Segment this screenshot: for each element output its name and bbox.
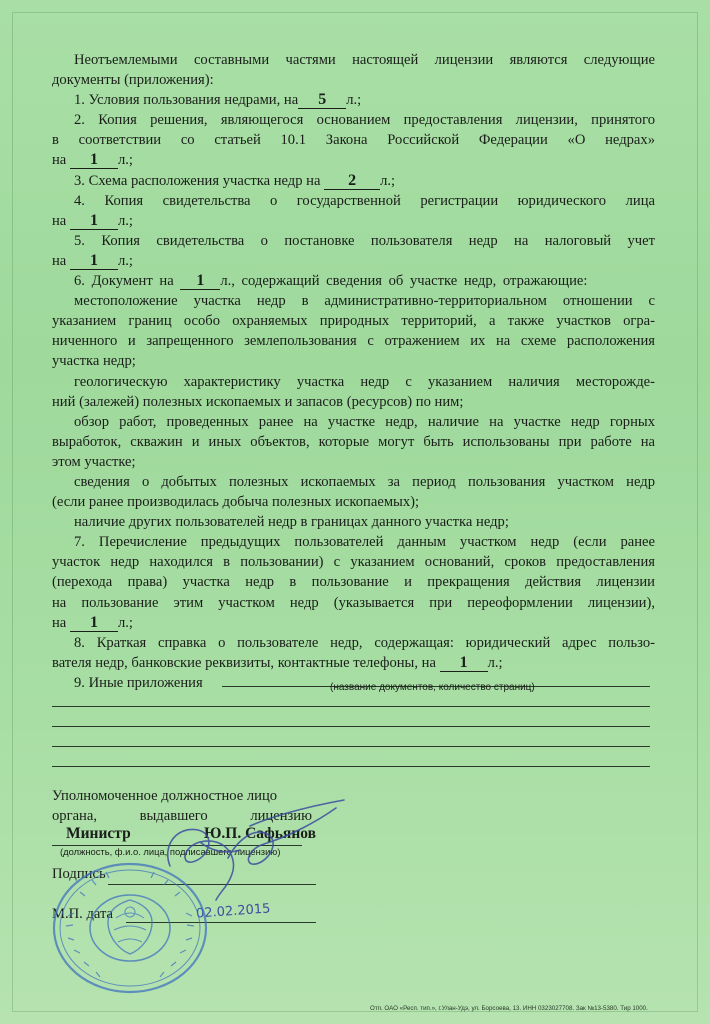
item-9: 9. Иные приложения	[74, 674, 203, 691]
item-6-line-8: выработок, скважин и иных объектов, которые могут быть использованы при работе на	[52, 433, 655, 450]
item-5-line-1: 5. Копия свидетельства о постановке пользователя недр на налоговый учет	[74, 232, 655, 249]
signatory-word-issued: выдавшего	[139, 808, 208, 824]
item-2-suffix: л.;	[117, 152, 133, 169]
item-4-prefix: на	[52, 212, 67, 229]
item-2-value: 1	[70, 152, 118, 169]
item-6-line-2: указанием границ особо охраняемых природных территорий, а также участков огра-	[52, 313, 655, 330]
item-2-line-3	[52, 150, 655, 170]
intro-line-2: документы (приложения):	[52, 72, 214, 89]
item-9-caption: (название документов, количество страниц)	[330, 682, 535, 693]
signatory-line-1: Уполномоченное должностное лицо	[52, 788, 278, 804]
item-7-line-4: на пользование этим участком недр (указывается при переоформлении лицензии),	[52, 594, 655, 611]
seal-date-label: М.П. дата	[52, 906, 114, 922]
item-2-line-2: в соответствии со статьей 10.1 Закона Российской Федерации «О недрах»	[52, 132, 655, 149]
item-7-prefix: на	[52, 614, 67, 631]
signature-label: Подпись	[52, 866, 106, 882]
item-7-suffix: л.;	[117, 614, 133, 631]
blank-rule-2	[52, 726, 650, 727]
item-6-line-11: (если ранее производилась добыча полезных ископаемых);	[52, 494, 420, 511]
document-body	[52, 50, 655, 693]
item-6-line-1: местоположение участка недр в административно-территориальном отношении с	[74, 293, 655, 310]
handwritten-date: 02.02.2015	[195, 901, 271, 922]
item-2-prefix: на	[52, 152, 67, 169]
item-4-suffix: л.;	[117, 212, 133, 229]
item-6-line-3: ниченного и запрещенного землепользования с отражением их на схеме расположения	[52, 333, 655, 350]
item-6-suffix: л., содержащий сведения об участке недр, отражающие:	[220, 273, 588, 290]
item-3-value: 2	[324, 173, 380, 190]
item-5-value: 1	[70, 253, 118, 270]
item-5-line-2	[52, 251, 655, 271]
blank-rule-4	[52, 766, 650, 767]
item-6-text: 6. Документ на	[74, 273, 174, 290]
item-7-line-2: участок недр находился в пользовании) с указанием оснований, сроков предоставления	[52, 554, 655, 571]
item-7-line-3: (перехода права) участка недр в пользование и прекращения действия лицензии	[52, 574, 655, 591]
item-6-line-9: этом участке;	[52, 453, 136, 470]
item-5-prefix: на	[52, 252, 67, 269]
item-3-suffix: л.;	[380, 172, 396, 189]
item-6-line-7: обзор работ, проведенных ранее на участке недр, наличие на участке недр горных	[74, 413, 655, 430]
item-6-line-6: ний (залежей) полезных ископаемых и запасов (ресурсов) по ним;	[52, 393, 464, 410]
item-8-value: 1	[440, 655, 488, 672]
blank-rule-3	[52, 746, 650, 747]
item-2-line-1: 2. Копия решения, являющегося основанием предоставления лицензии, принятого	[74, 112, 655, 129]
item-1-suffix: л.;	[346, 92, 362, 109]
signatory-word-license: лицензию	[250, 808, 312, 824]
item-6-line-5: геологическую характеристику участка недр с указанием наличия месторожде-	[74, 373, 655, 390]
printer-footer: Отп. ОАО «Респ. тип.», г.Улан-Удэ, ул. Борсоева, 13. ИНН 0323027708. Зак №13-5380. Тир 1000.	[370, 1005, 648, 1012]
item-6-value: 1	[180, 273, 220, 290]
signatory-name: Ю.П. Сафьянов	[203, 825, 316, 842]
signatory-position: Министр	[66, 825, 131, 842]
item-1-text: 1. Условия пользования недрами, на	[74, 92, 299, 109]
intro-line-1: Неотъемлемыми составными частями настоящей лицензии являются следующие	[74, 52, 655, 68]
item-7-line-5	[52, 613, 655, 633]
item-4-value: 1	[70, 213, 118, 230]
item-8-line-1: 8. Краткая справка о пользователе недр, содержащая: юридический адрес пользо-	[74, 634, 655, 651]
item-6-line-4: участка недр;	[52, 353, 136, 370]
item-8-suffix: л.;	[487, 654, 503, 671]
item-6-head	[52, 271, 655, 291]
item-5-suffix: л.;	[117, 252, 133, 269]
handwritten-signature-icon	[140, 796, 360, 906]
item-7-value: 1	[70, 615, 118, 632]
item-8-text: вателя недр, банковские реквизиты, контактные телефоны, на	[52, 654, 436, 671]
item-3	[52, 171, 655, 191]
blank-rule-1	[52, 706, 650, 707]
item-6-line-12: наличие других пользователей недр в границах данного участка недр;	[74, 514, 509, 531]
item-1-value: 5	[298, 92, 346, 109]
item-1	[52, 90, 655, 110]
item-3-text: 3. Схема расположения участка недр на	[74, 172, 321, 189]
item-6-line-10: сведения о добытых полезных ископаемых за период пользования участком недр	[74, 473, 655, 490]
item-4-line-2	[52, 211, 655, 231]
item-8-line-2	[52, 653, 655, 673]
item-4-line-1: 4. Копия свидетельства о государственной регистрации юридического лица	[74, 192, 655, 209]
item-7-line-1: 7. Перечисление предыдущих пользователей данным участком недр (если ранее	[74, 534, 655, 551]
signatory-word-organ: органа,	[52, 808, 97, 824]
position-caption: (должность, ф.и.о. лица, подписавшего лицензию)	[60, 846, 281, 857]
